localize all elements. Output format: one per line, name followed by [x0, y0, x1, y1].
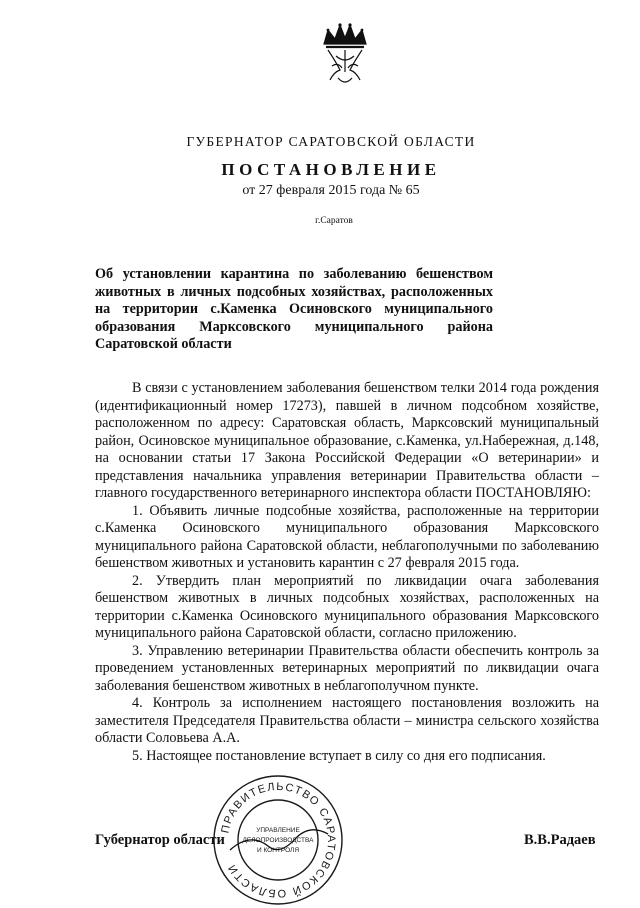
document-type: ПОСТАНОВЛЕНИЕ — [221, 160, 441, 179]
clause-1: 1. Объявить личные подсобные хозяйства, расположенные на территории с.Каменка Осиновского муниципального образования Марксовского муниципального района Саратовской области, неблагополучными по заболеванию бешенством животных и установить карантин с 27 февраля 2015 года. — [95, 502, 599, 571]
stamp-center-line-1: УПРАВЛЕНИЕ — [256, 827, 300, 834]
crown-emblem-icon — [318, 22, 372, 90]
clause-4: 4. Контроль за исполнением настоящего постановления возложить на заместителя Председателя Правительства области – министра сельского хозяйства области Соловьева А.А. — [95, 695, 599, 746]
official-stamp — [210, 772, 346, 908]
document-body — [95, 380, 599, 765]
issuing-authority: ГУБЕРНАТОР САРАТОВСКОЙ ОБЛАСТИ — [186, 134, 476, 149]
preamble-paragraph: В связи с установлением заболевания бешенством телки 2014 года рождения (идентификационный номер 17273), павшей в личном подсобном хозяйстве, расположенном по адресу: Саратовская область, Марксовский муниципальный район, Осиновское муниципальное образование, с.Каменка, ул.Набережная, д.148, на основании статьи 17 Закона Российской Федерации «О ветеринарии» и представления начальника управления ветеринарии Правительства области – главного государственного ветеринарного инспектора области ПОСТАНОВЛЯЮ: — [95, 380, 599, 501]
signatory-name: В.В.Радаев — [524, 832, 596, 848]
signatory-role: Губернатор области — [95, 832, 225, 848]
clause-3: 3. Управлению ветеринарии Правительства области обеспечить контроль за проведением установленных ветеринарных мероприятий по ликвидации очага заболевания бешенством животных в неблагополучном пункте. — [95, 642, 599, 694]
stamp-ring-text: ПРАВИТЕЛЬСТВО САРАТОВСКОЙ ОБЛАСТИ — [219, 780, 338, 900]
document-title: Об установлении карантина по заболеванию бешенством животных в личных подсобных хозяйствах, расположенных на территории с.Каменка Осиновского муниципального образования Марксовского муниципального района Саратовской области — [95, 266, 493, 353]
clause-5: 5. Настоящее постановление вступает в силу со дня его подписания. — [132, 747, 546, 764]
document-city: г.Саратов — [315, 216, 353, 226]
stamp-center-line-2: ДЕЛОПРОИЗВОДСТВА — [242, 837, 314, 844]
document-date-number: от 27 февраля 2015 года № 65 — [242, 183, 420, 198]
clause-2: 2. Утвердить план мероприятий по ликвидации очага заболевания бешенством животных в личных подсобных хозяйствах, расположенных на территории с.Каменка Осиновского муниципального образования Марксовского муниципального района Саратовской области, согласно приложению. — [95, 572, 599, 641]
stamp-center-line-3: И КОНТРОЛЯ — [256, 847, 300, 854]
